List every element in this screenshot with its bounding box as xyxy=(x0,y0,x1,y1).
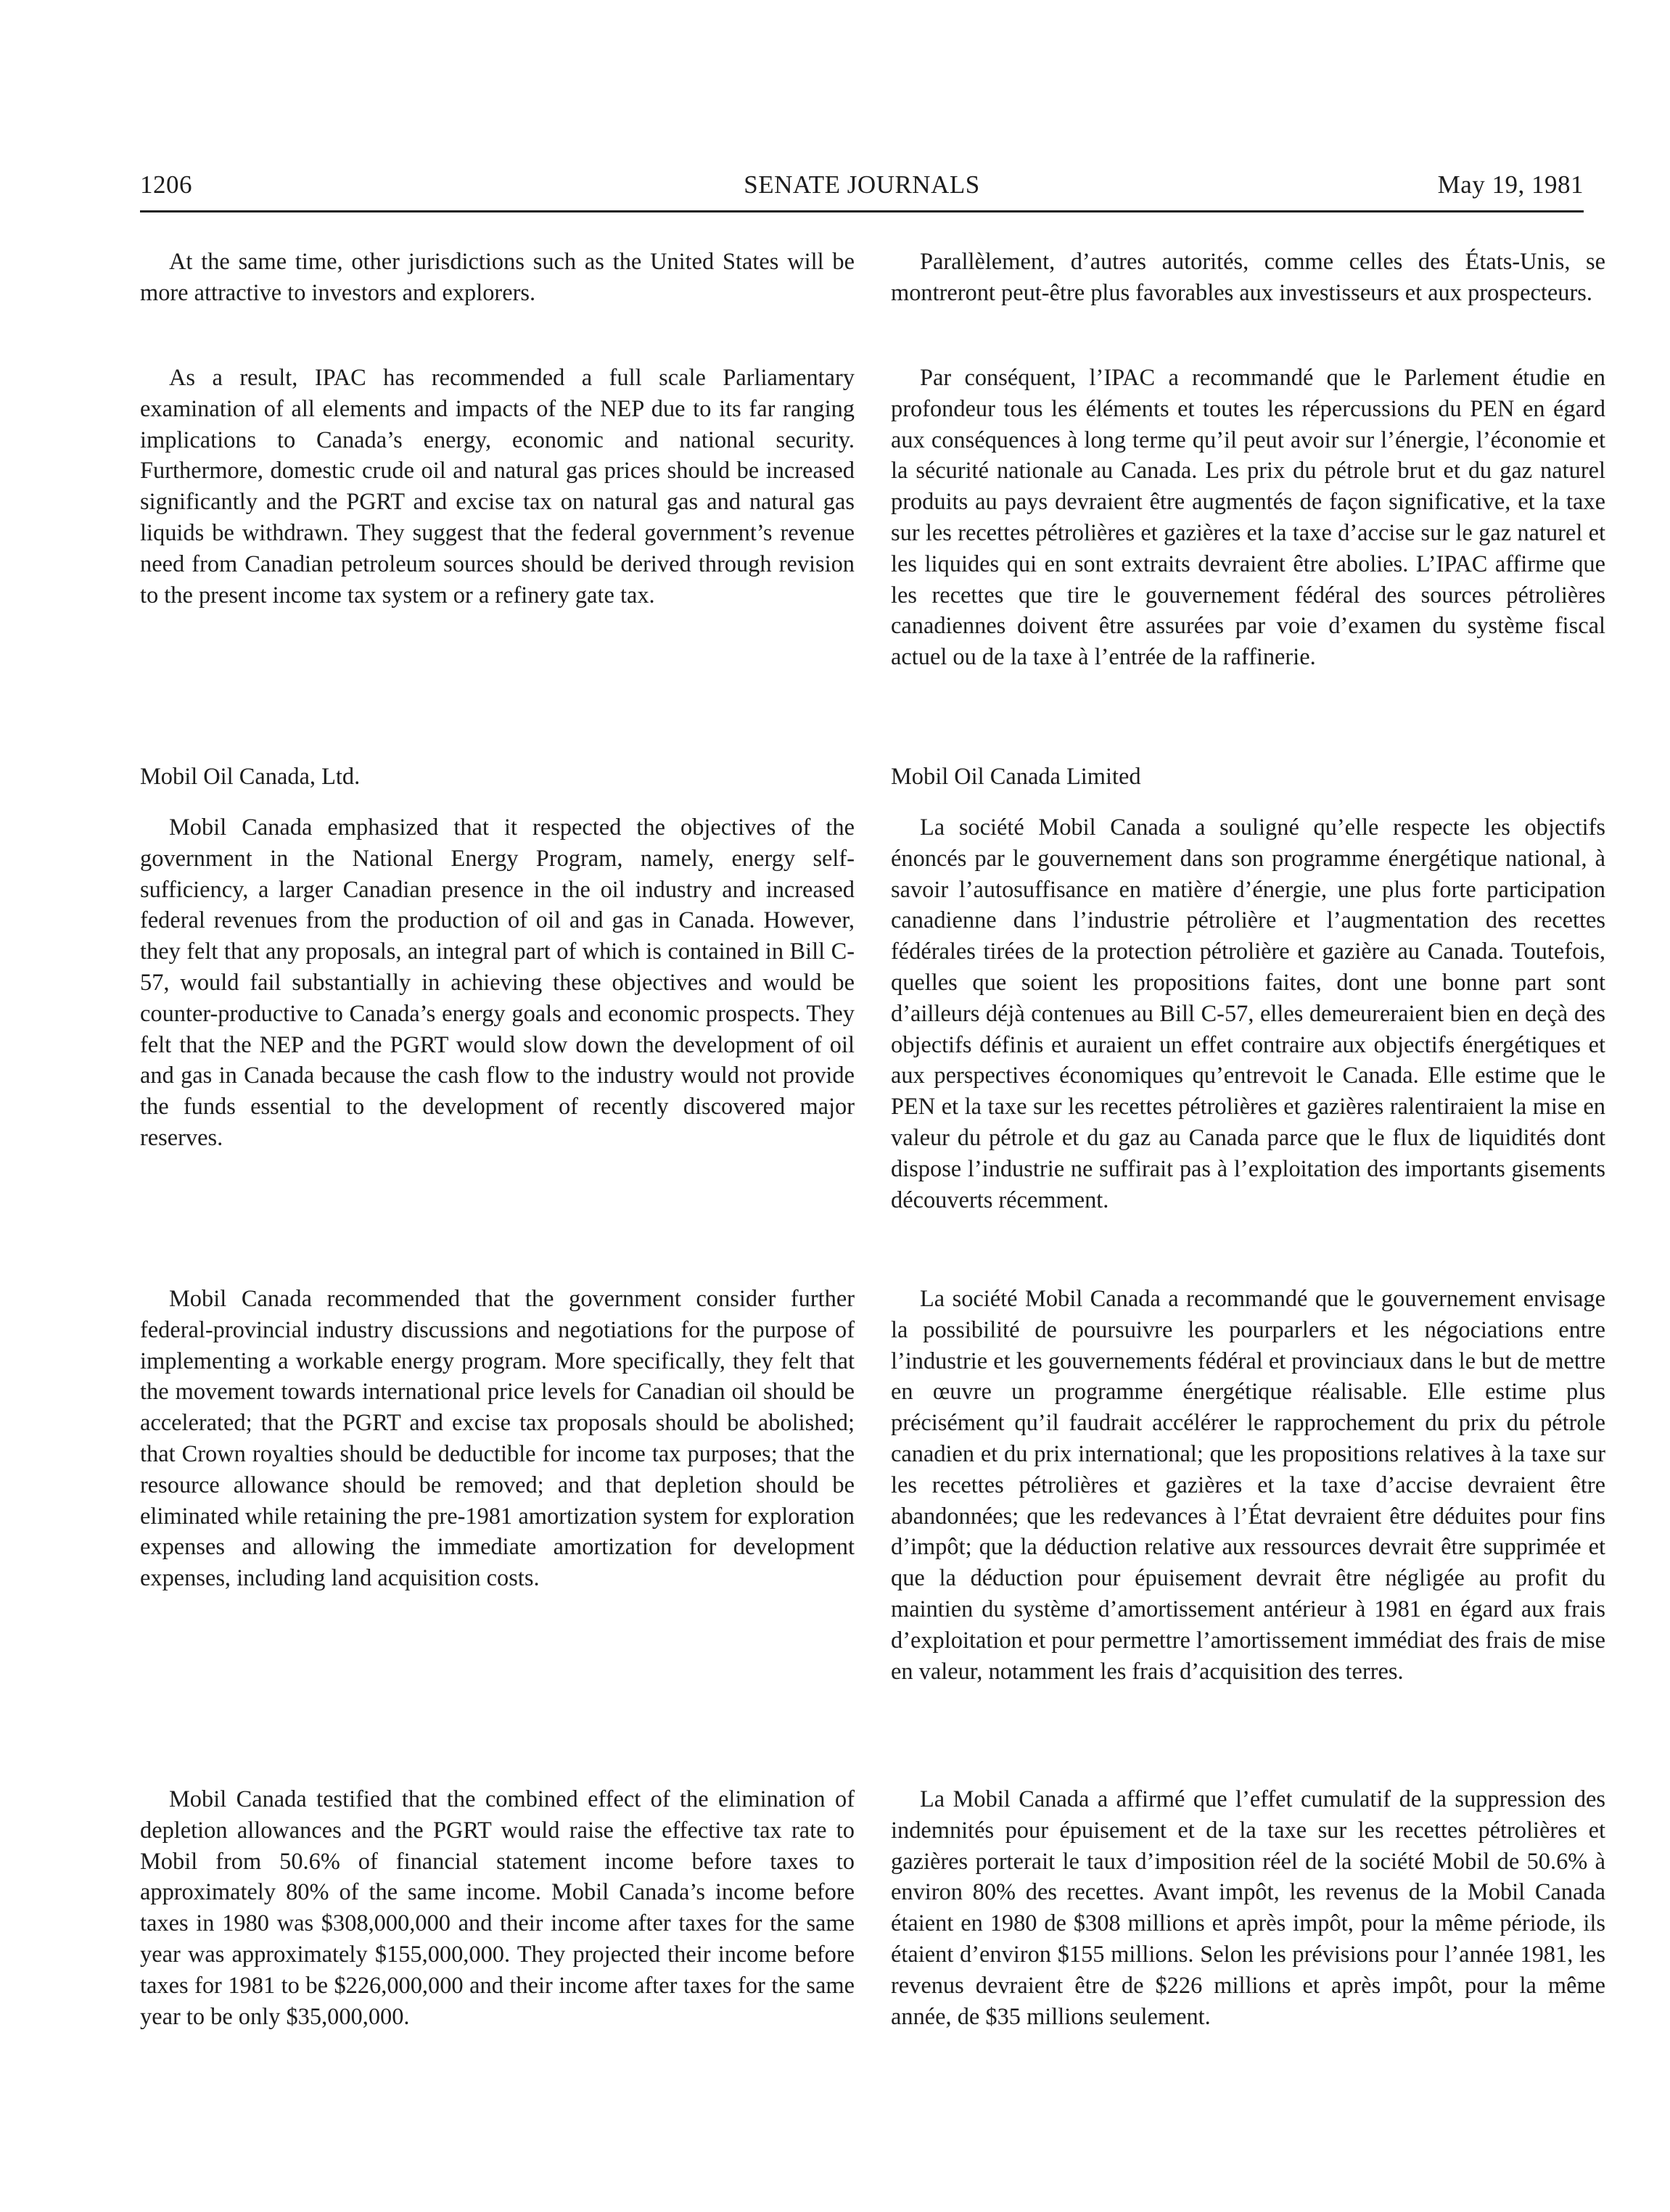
french-paragraph-4: La société Mobil Canada a recommandé que le gouvernement envisage la possibilité de poursuivre les pourparlers et les négociations entre l’industrie et les gouvernements fédéral et provinciaux dans le but de mettre en œuvre un programme énergétique réalisable. Elle estime plus précisément qu’il faudrait accélérer le rapprochement du prix du pétrole canadien et du prix international; que les propositions relatives à la taxe sur les recettes pétrolières et gazières et la taxe d’accise devraient être abandonnées; que les redevances à l’État devraient être déduites pour fins d’impôt; que la déduction relative aux ressources devrait être supprimée et que la déduction pour épuisement devrait être négligée au profit du maintien du système d’amortissement antérieur à 1981 en égard aux frais d’exploitation et pour permettre l’amortissement immédiat des frais de mise en valeur, notamment les frais d’acquisition des terres. xyxy=(891,1286,1605,1685)
journal-date: May 19, 1981 xyxy=(1437,170,1584,199)
english-mobil-heading: Mobil Oil Canada, Ltd. xyxy=(140,764,361,790)
journal-title: SENATE JOURNALS xyxy=(744,170,980,199)
french-paragraph-3: La société Mobil Canada a souligné qu’elle respecte les objectifs énoncés par le gouvernement dans son programme énergétique national, à savoir l’autosuffisance en matière d’énergie, une plus forte participation canadienne dans l’industrie pétrolière et l’augmentation des recettes fédérales tirées de la protection pétrolière et gazière au Canada. Toutefois, quelles que soient les propositions faites, dont une bonne part sont d’ailleurs déjà contenues au Bill C-57, elles demeureraient bien en deçà des objectifs définis et auraient un effet contraire aux objectifs énergétiques et aux perspectives économiques qu’entrevoit le Canada. Elle estime que le PEN et la taxe sur les recettes pétrolières et gazières ralentiraient la mise en valeur du pétrole et du gaz au Canada parce que le flux de liquidités dont dispose l’industrie ne suffirait pas à l’exploitation des importants gisements découverts récemment. xyxy=(891,814,1605,1213)
french-paragraph-1: Parallèlement, d’autres autorités, comme celles des États-Unis, se montreront peut-être plus favorables aux investisseurs et aux prospecteurs. xyxy=(891,249,1605,306)
english-paragraph-5: Mobil Canada testified that the combined effect of the elimination of depletion allowances and the PGRT would raise the effective tax rate to Mobil from 50.6% of financial statement income before taxes to approximately 80% of the same income. Mobil Canada’s income before taxes in 1980 was $308,000,000 and their income after taxes for the same year was approximately $155,000,000. They projected their income before taxes for 1981 to be $226,000,000 and their income after taxes for the same year to be only $35,000,000. xyxy=(140,1786,855,2030)
page-number: 1206 xyxy=(140,170,192,199)
french-paragraph-2: Par conséquent, l’IPAC a recommandé que le Parlement étudie en profondeur tous les éléments et toutes les répercussions du PEN en égard aux conséquences à long terme qu’il peut avoir sur l’énergie, l’économie et la sécurité nationale au Canada. Les prix du pétrole brut et du gaz naturel produits au pays devraient être augmentés de façon significative, et la taxe sur les recettes pétrolières et gazières et la taxe d’accise sur le gaz naturel et les liquides qui en sont extraits devraient être abolies. L’IPAC affirme que les recettes que tire le gouvernement fédéral des sources pétrolières canadiennes doivent être assurées par voie d’examen du système fiscal actuel ou de la taxe à l’entrée de la raffinerie. xyxy=(891,365,1605,671)
french-mobil-heading: Mobil Oil Canada Limited xyxy=(891,764,1141,790)
french-paragraph-5: La Mobil Canada a affirmé que l’effet cumulatif de la suppression des indemnités pour épuisement et de la taxe sur les recettes pétrolières et gazières porterait le taux d’imposition réel de la société Mobil de 50.6% à environ 80% des recettes. Avant impôt, les revenus de la Mobil Canada étaient en 1980 de $308 millions et après impôt, pour la même période, ils étaient d’environ $155 millions. Selon les prévisions pour l’année 1981, les revenus devraient être de $226 millions et après impôt, pour la même année, de $35 millions seulement. xyxy=(891,1786,1605,2030)
english-paragraph-2: As a result, IPAC has recommended a full scale Parliamentary examination of all elements and impacts of the NEP due to its far ranging implications to Canada’s energy, economic and national security. Furthermore, domestic crude oil and natural gas prices should be increased significantly and the PGRT and excise tax on natural gas and natural gas liquids be withdrawn. They suggest that the federal government’s revenue need from Canadian petroleum sources should be derived through revision to the present income tax system or a refinery gate tax. xyxy=(140,365,855,608)
page-header xyxy=(140,167,1584,212)
english-paragraph-3: Mobil Canada emphasized that it respected the objectives of the government in the National Energy Program, namely, energy self-sufficiency, a larger Canadian presence in the oil industry and increased federal revenues from the production of oil and gas in Canada. However, they felt that any proposals, an integral part of which is contained in Bill C-57, would fail substantially in achieving these objectives and would be counter-productive to Canada’s energy goals and economic prospects. They felt that the NEP and the PGRT would slow down the development of oil and gas in Canada because the cash flow to the industry would not provide the funds essential to the development of recently discovered major reserves. xyxy=(140,814,855,1151)
english-paragraph-4: Mobil Canada recommended that the government consider further federal-provincial industry discussions and negotiations for the purpose of implementing a workable energy program. More specifically, they felt that the movement towards international price levels for Canadian oil should be accelerated; that the PGRT and excise tax proposals should be abolished; that Crown royalties should be deductible for income tax purposes; that the resource allowance should be removed; and that depletion should be eliminated while retaining the pre-1981 amortization system for exploration expenses and allowing the immediate amortization for development expenses, including land acquisition costs. xyxy=(140,1286,855,1592)
english-paragraph-1: At the same time, other jurisdictions such as the United States will be more attractive to investors and explorers. xyxy=(140,249,855,306)
